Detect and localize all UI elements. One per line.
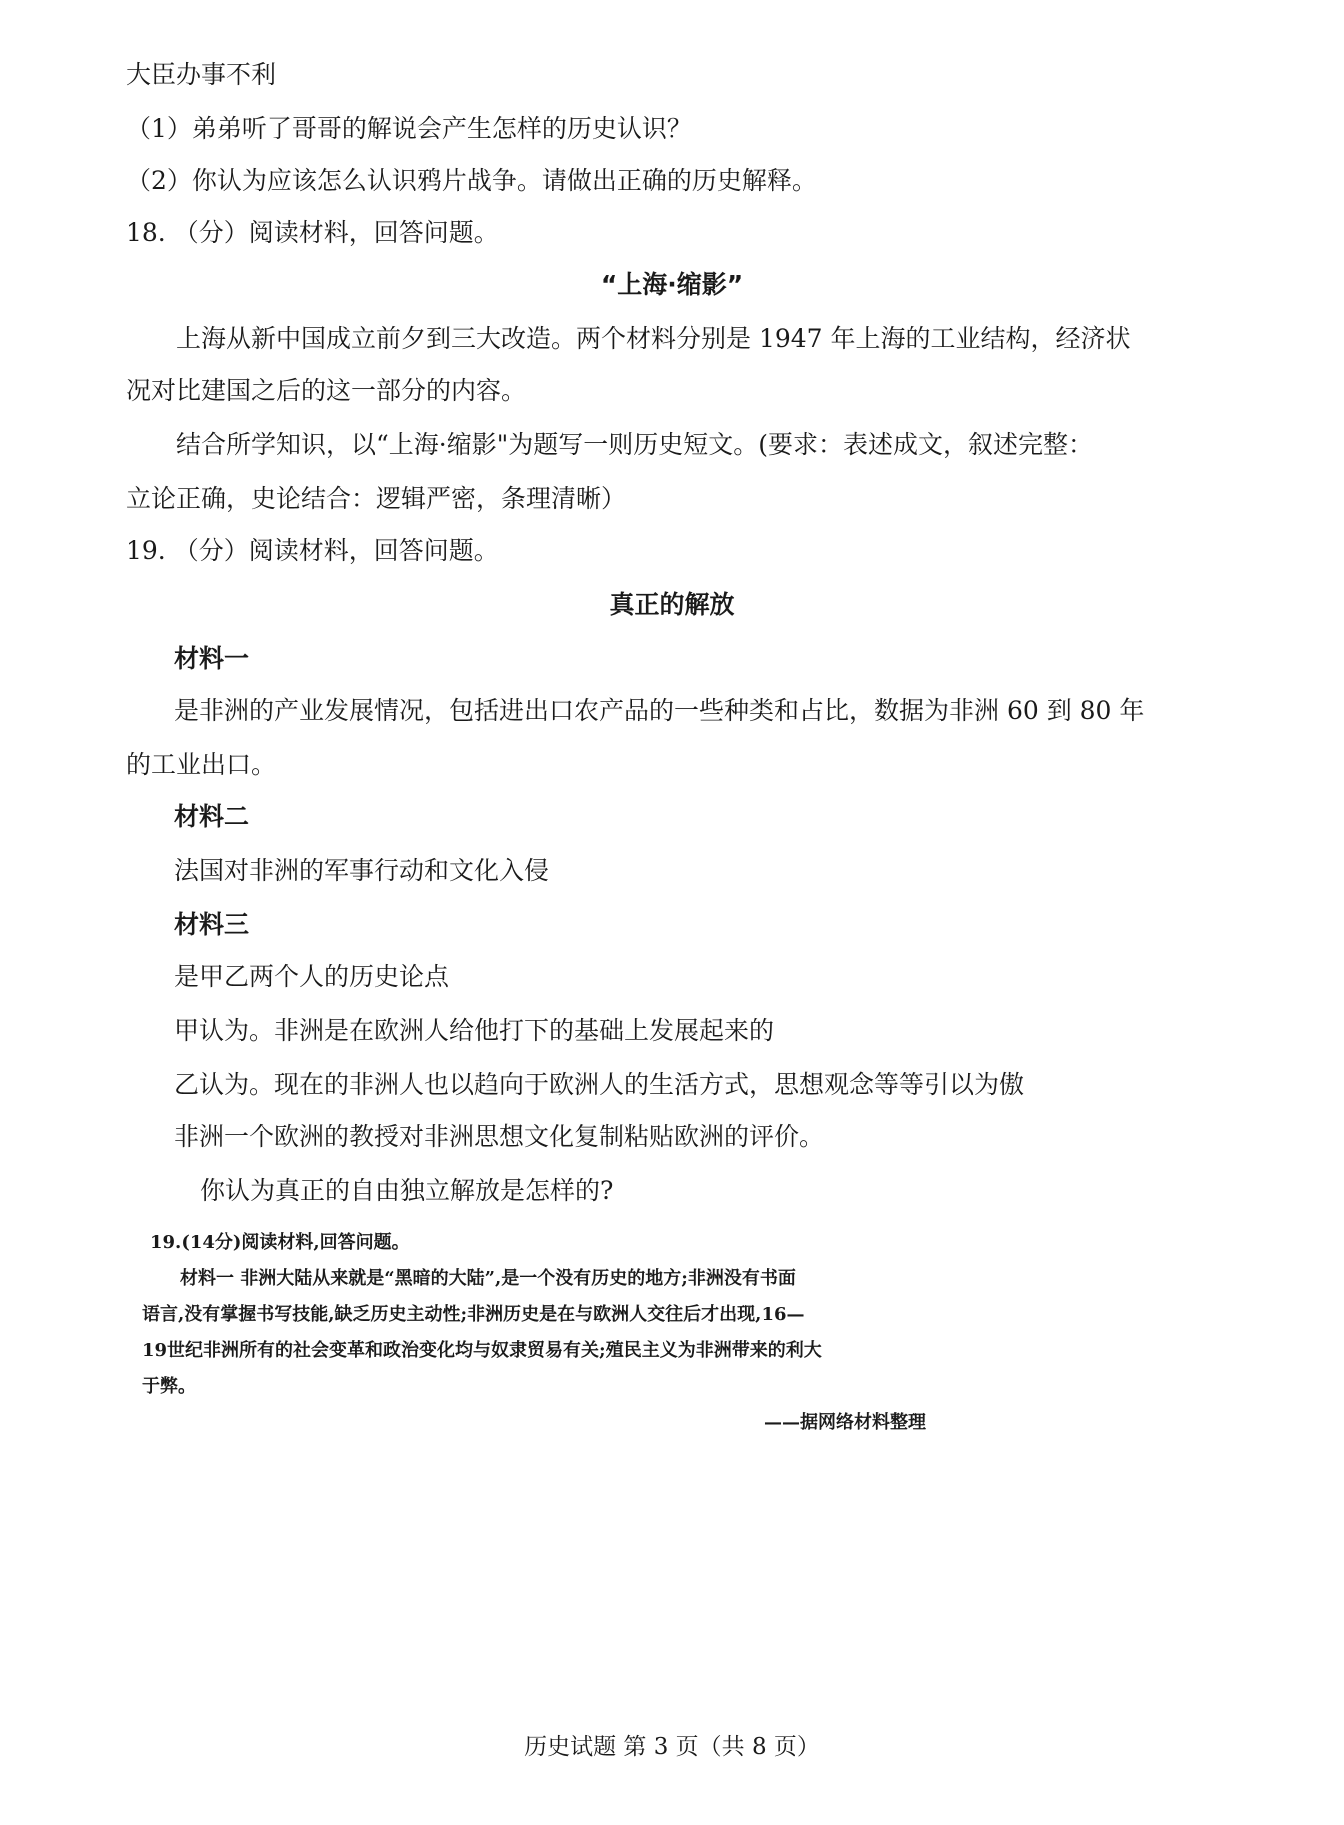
question-18-requirement: 立论正确，史论结合：逻辑严密，条理清晰） bbox=[126, 484, 627, 513]
material-three-label: 材料三 bbox=[174, 910, 250, 939]
question-19-title: 真正的解放 bbox=[609, 590, 735, 619]
material-three-text: 非洲一个欧洲的教授对非洲思想文化复制粘贴欧洲的评价。 bbox=[174, 1122, 825, 1151]
question-19-prompt: 你认为真正的自由独立解放是怎样的? bbox=[200, 1176, 614, 1205]
material-one-text: 是非洲的产业发展情况，包括进出口农产品的一些种类和占比，数据为非洲 60 到 80 年 bbox=[174, 696, 1145, 725]
question-18-requirement: 结合所学知识，以“上海·缩影"为题写一则历史短文。(要求：表述成文，叙述完整： bbox=[176, 430, 1093, 459]
material-three-text: 乙认为。现在的非洲人也以趋向于欧洲人的生活方式，思想观念等等引以为傲 bbox=[174, 1070, 1025, 1099]
page-footer: 历史试题 第 3 页（共 8 页） bbox=[524, 1734, 820, 1760]
sub-question-1: （1）弟弟听了哥哥的解说会产生怎样的历史认识？ bbox=[126, 114, 692, 143]
material-one-label: 材料一 bbox=[174, 644, 250, 673]
question-18-heading: 18. （分）阅读材料，回答问题。 bbox=[126, 218, 499, 247]
question-18-title: “上海·缩影” bbox=[600, 270, 744, 299]
question-18-paragraph: 上海从新中国成立前夕到三大改造。两个材料分别是 1947 年上海的工业结构，经济状 bbox=[176, 324, 1131, 353]
excerpt-line: 19世纪非洲所有的社会变革和政治变化均与奴隶贸易有关;殖民主义为非洲带来的利大 bbox=[142, 1340, 822, 1361]
question-19-heading: 19. （分）阅读材料，回答问题。 bbox=[126, 536, 499, 565]
material-three-text: 甲认为。非洲是在欧洲人给他打下的基础上发展起来的 bbox=[174, 1016, 775, 1045]
excerpt-heading: 19.(14分)阅读材料,回答问题。 bbox=[150, 1232, 410, 1253]
material-two-text: 法国对非洲的军事行动和文化入侵 bbox=[174, 856, 550, 885]
material-three-text: 是甲乙两个人的历史论点 bbox=[174, 962, 450, 991]
excerpt-source: ——据网络材料整理 bbox=[764, 1412, 926, 1433]
material-one-text: 的工业出口。 bbox=[126, 750, 277, 779]
excerpt-line: 材料一 非洲大陆从来就是“黑暗的大陆”,是一个没有历史的地方;非洲没有书面 bbox=[180, 1268, 796, 1289]
sub-question-2: （2）你认为应该怎么认识鸦片战争。请做出正确的历史解释。 bbox=[126, 166, 817, 195]
text-line: 大臣办事不利 bbox=[126, 60, 277, 89]
excerpt-line: 语言,没有掌握书写技能,缺乏历史主动性;非洲历史是在与欧洲人交往后才出现,16— bbox=[142, 1304, 805, 1325]
material-two-label: 材料二 bbox=[174, 802, 250, 831]
excerpt-line: 于弊。 bbox=[142, 1376, 196, 1397]
question-18-paragraph: 况对比建国之后的这一部分的内容。 bbox=[126, 376, 527, 405]
